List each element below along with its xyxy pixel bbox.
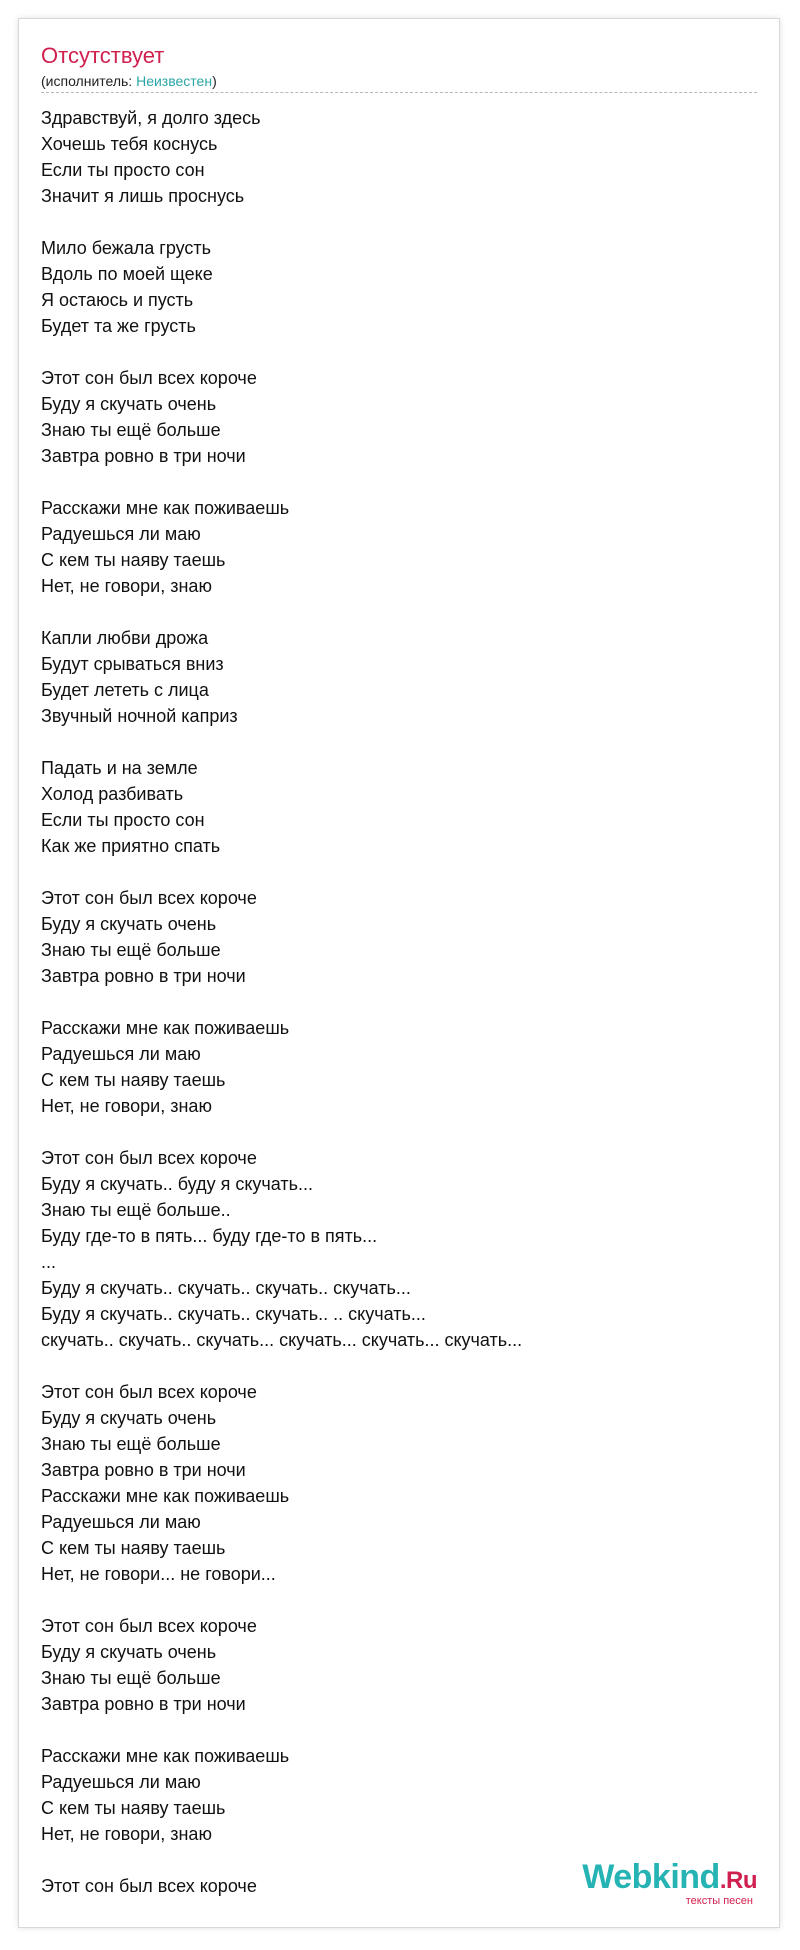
lyric-line: Этот сон был всех короче <box>41 1876 257 1896</box>
lyric-line: С кем ты наяву таешь <box>41 1798 226 1818</box>
lyrics-stanza <box>41 1613 757 1717</box>
lyrics-stanza <box>41 1015 757 1119</box>
lyric-line: Буду я скучать.. буду я скучать... <box>41 1174 314 1194</box>
lyric-line: Этот сон был всех короче <box>41 1148 257 1168</box>
lyric-line: Нет, не говори, знаю <box>41 576 212 596</box>
lyric-line: Падать и на земле <box>41 758 198 778</box>
lyric-line: Будет та же грусть <box>41 316 196 336</box>
watermark-tld: .Ru <box>719 1867 757 1894</box>
lyric-line: Буду я скучать.. скучать.. скучать.. скучать... <box>41 1278 411 1298</box>
lyric-line: Будет лететь с лица <box>41 680 209 700</box>
lyric-line: Расскажи мне как поживаешь <box>41 1746 290 1766</box>
lyrics-stanza <box>41 235 757 339</box>
header-divider <box>41 92 757 93</box>
lyric-line: Расскажи мне как поживаешь <box>41 1486 290 1506</box>
lyric-line: Хочешь тебя коснусь <box>41 134 218 154</box>
lyric-line: Капли любви дрожа <box>41 628 209 648</box>
artist-link[interactable]: Неизвестен <box>136 73 213 89</box>
lyrics-stanza <box>41 1743 757 1847</box>
lyric-line: Радуешься ли маю <box>41 1044 201 1064</box>
lyric-line: ... <box>41 1252 57 1272</box>
lyric-line: Завтра ровно в три ночи <box>41 446 246 466</box>
lyrics-stanza <box>41 885 757 989</box>
lyric-line: Знаю ты ещё больше.. <box>41 1200 231 1220</box>
lyric-line: Звучный ночной каприз <box>41 706 238 726</box>
artist-prefix: (исполнитель: <box>41 73 137 89</box>
lyric-line: Этот сон был всех короче <box>41 888 257 908</box>
lyric-line: Если ты просто сон <box>41 160 205 180</box>
artist-suffix: ) <box>212 73 217 89</box>
lyric-line: Этот сон был всех короче <box>41 1616 257 1636</box>
lyric-line: Радуешься ли маю <box>41 1512 201 1532</box>
watermark-tagline: тексты песен <box>685 1895 753 1907</box>
lyric-line: Вдоль по моей щеке <box>41 264 213 284</box>
lyric-line: Буду я скучать очень <box>41 1642 217 1662</box>
watermark-brand: Webkind <box>582 1858 720 1896</box>
lyric-line: Этот сон был всех короче <box>41 1382 257 1402</box>
artist-line <box>41 72 757 90</box>
lyric-line: Буду где-то в пять... буду где-то в пять... <box>41 1226 378 1246</box>
lyric-line: Буду я скучать очень <box>41 1408 217 1428</box>
lyrics-stanza <box>41 105 757 209</box>
lyric-line: Как же приятно спать <box>41 836 221 856</box>
lyric-line: С кем ты наяву таешь <box>41 1538 226 1558</box>
song-header <box>41 43 757 93</box>
lyric-line: Буду я скучать очень <box>41 914 217 934</box>
page-frame <box>18 18 780 1928</box>
lyric-line: Буду я скучать очень <box>41 394 217 414</box>
lyric-line: Знаю ты ещё больше <box>41 420 221 440</box>
site-watermark <box>582 1859 757 1907</box>
lyric-line: Знаю ты ещё больше <box>41 1668 221 1688</box>
lyric-line: Здравствуй, я долго здесь <box>41 108 261 128</box>
lyric-line: Нет, не говори, знаю <box>41 1824 212 1844</box>
lyrics-stanza <box>41 1379 757 1587</box>
lyric-line: С кем ты наяву таешь <box>41 1070 226 1090</box>
lyric-line: Завтра ровно в три ночи <box>41 966 246 986</box>
lyric-line: Радуешься ли маю <box>41 1772 201 1792</box>
lyric-line: Нет, не говори... не говори... <box>41 1564 276 1584</box>
lyrics-body <box>41 105 757 1925</box>
lyric-line: скучать.. скучать.. скучать... скучать... скучать... скучать... <box>41 1330 523 1350</box>
lyrics-stanza <box>41 1145 757 1353</box>
lyric-line: С кем ты наяву таешь <box>41 550 226 570</box>
lyric-line: Я остаюсь и пусть <box>41 290 194 310</box>
lyrics-stanza <box>41 365 757 469</box>
lyric-line: Значит я лишь проснусь <box>41 186 245 206</box>
song-title: Отсутствует <box>41 43 165 68</box>
lyric-line: Этот сон был всех короче <box>41 368 257 388</box>
lyric-line: Нет, не говори, знаю <box>41 1096 212 1116</box>
lyrics-stanza <box>41 495 757 599</box>
lyric-line: Знаю ты ещё больше <box>41 1434 221 1454</box>
lyric-line: Расскажи мне как поживаешь <box>41 1018 290 1038</box>
lyric-line: Радуешься ли маю <box>41 524 201 544</box>
lyric-line: Знаю ты ещё больше <box>41 940 221 960</box>
lyric-line: Расскажи мне как поживаешь <box>41 498 290 518</box>
lyric-line: Если ты просто сон <box>41 810 205 830</box>
lyric-line: Холод разбивать <box>41 784 184 804</box>
lyric-line: Буду я скучать.. скучать.. скучать.. .. скучать... <box>41 1304 426 1324</box>
lyrics-stanza <box>41 625 757 729</box>
lyric-line: Будут срываться вниз <box>41 654 224 674</box>
lyrics-stanza <box>41 755 757 859</box>
watermark-logo <box>582 1859 757 1899</box>
lyric-line: Завтра ровно в три ночи <box>41 1694 246 1714</box>
lyric-line: Завтра ровно в три ночи <box>41 1460 246 1480</box>
lyric-line: Мило бежала грусть <box>41 238 212 258</box>
